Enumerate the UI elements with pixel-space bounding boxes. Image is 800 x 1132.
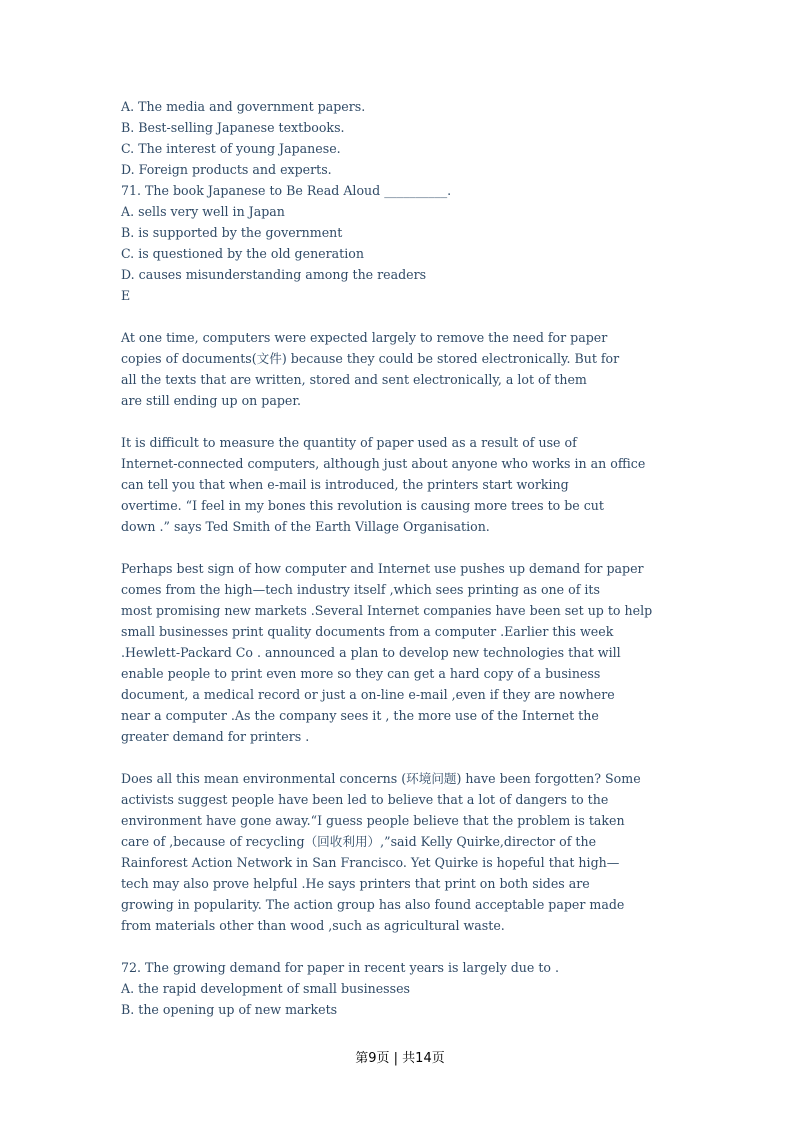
spacer xyxy=(121,936,701,957)
text-line: down .” says Ted Smith of the Earth Village Organisation. xyxy=(121,519,490,534)
option-line: B. Best-selling Japanese textbooks. xyxy=(121,120,345,135)
spacer xyxy=(121,306,701,327)
passage-paragraph-3 xyxy=(121,558,701,747)
option-line: B. the opening up of new markets xyxy=(121,1002,338,1017)
text-line: all the texts that are written, stored and sent electronically, a lot of them xyxy=(121,372,587,387)
text-line: copies of documents(文件) because they could be stored electronically. But for xyxy=(121,351,620,366)
spacer xyxy=(121,537,701,558)
option-line: A. The media and government papers. xyxy=(121,99,366,114)
text-line: At one time, computers were expected largely to remove the need for paper xyxy=(121,330,608,345)
text-line: are still ending up on paper. xyxy=(121,393,302,408)
text-line: document, a medical record or just a on-line e-mail ,even if they are nowhere xyxy=(121,687,615,702)
text-line: can tell you that when e-mail is introduced, the printers start working xyxy=(121,477,569,492)
page-footer: 第9页 | 共14页 xyxy=(355,1051,445,1066)
section-label: E xyxy=(121,288,131,303)
text-line: .Hewlett-Packard Co . announced a plan to develop new technologies that will xyxy=(121,645,621,660)
option-line: D. causes misunderstanding among the readers xyxy=(121,267,427,282)
text-line: growing in popularity. The action group has also found acceptable paper made xyxy=(121,897,625,912)
text-line: greater demand for printers . xyxy=(121,729,310,744)
text-line: Does all this mean environmental concerns (环境问题) have been forgotten? Some xyxy=(121,771,641,786)
option-line: C. is questioned by the old generation xyxy=(121,246,364,261)
option-line: D. Foreign products and experts. xyxy=(121,162,332,177)
question-72: 72. The growing demand for paper in recent years is largely due to . xyxy=(121,960,560,975)
text-line: from materials other than wood ,such as agricultural waste. xyxy=(121,918,505,933)
text-line: activists suggest people have been led to believe that a lot of dangers to the xyxy=(121,792,609,807)
text-line: environment have gone away.“I guess people believe that the problem is taken xyxy=(121,813,625,828)
text-line: Perhaps best sign of how computer and Internet use pushes up demand for paper xyxy=(121,561,644,576)
option-line: A. sells very well in Japan xyxy=(121,204,285,219)
spacer xyxy=(121,411,701,432)
text-line: small businesses print quality documents from a computer .Earlier this week xyxy=(121,624,614,639)
text-line: comes from the high—tech industry itself ,which sees printing as one of its xyxy=(121,582,600,597)
text-line: overtime. “I feel in my bones this revolution is causing more trees to be cut xyxy=(121,498,604,513)
option-line: A. the rapid development of small businesses xyxy=(121,981,411,996)
passage-paragraph-4 xyxy=(121,768,701,936)
text-line: care of ,because of recycling（回收利用）,”said Kelly Quirke,director of the xyxy=(121,834,597,849)
option-line: C. The interest of young Japanese. xyxy=(121,141,341,156)
passage-paragraph-1 xyxy=(121,327,701,411)
question-71: 71. The book Japanese to Be Read Aloud __________. xyxy=(121,183,452,198)
document-body xyxy=(121,96,701,1020)
text-line: near a computer .As the company sees it , the more use of the Internet the xyxy=(121,708,599,723)
text-line: tech may also prove helpful .He says printers that print on both sides are xyxy=(121,876,590,891)
text-line: Rainforest Action Network in San Francisco. Yet Quirke is hopeful that high— xyxy=(121,855,620,870)
option-line: B. is supported by the government xyxy=(121,225,343,240)
text-line: enable people to print even more so they can get a hard copy of a business xyxy=(121,666,601,681)
spacer xyxy=(121,747,701,768)
text-line: It is difficult to measure the quantity of paper used as a result of use of xyxy=(121,435,577,450)
text-line: most promising new markets .Several Internet companies have been set up to help xyxy=(121,603,653,618)
passage-paragraph-2 xyxy=(121,432,701,537)
text-line: Internet-connected computers, although just about anyone who works in an office xyxy=(121,456,646,471)
